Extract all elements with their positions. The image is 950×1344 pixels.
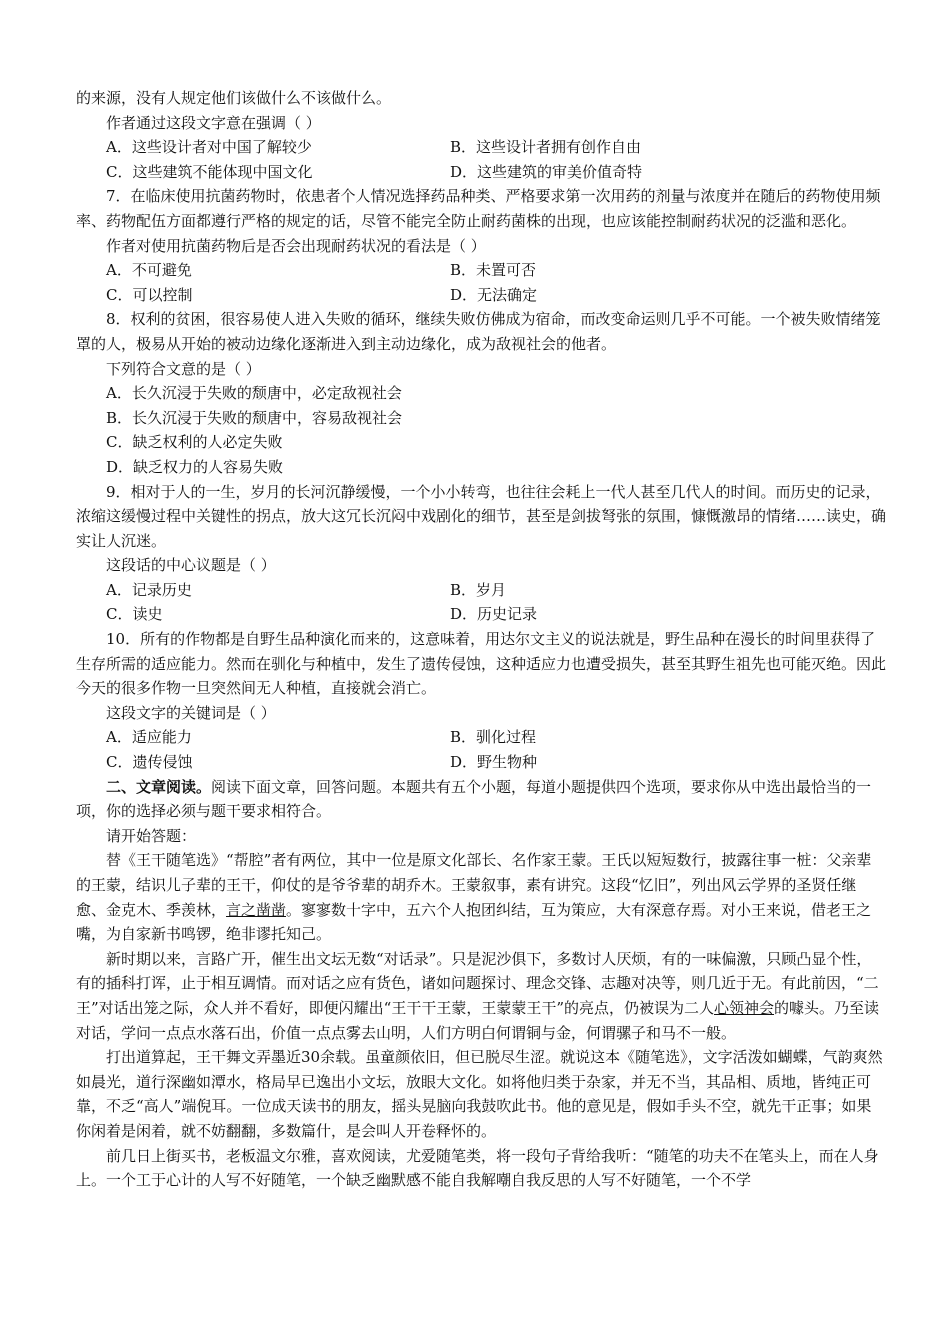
q7-option-b: B．未置可否 [450,261,537,280]
q6-tail: 的来源，没有人规定他们该做什么不该做什么。 [76,89,392,107]
q9-options [76,578,886,627]
section-2-instructions: 阅读下面文章，回答问题。本题共有五个小题，每道小题提供四个选项，要求你从中选出最恰当的一项，你的选择必须与题干要求相符合。 [76,777,872,821]
para1-text-b: 。寥寥数十字中，五六个人抱团纠结，互为策应，大有深意存焉。对小王来说，借老王之嘴，为自家新书鸣锣，绝非谬托知己。 [76,900,872,944]
q8-option-c: C．缺乏权利的人必定失败 [106,433,283,452]
q7-options [76,258,886,307]
q9-stem: 这段话的中心议题是（ ） [106,556,276,575]
q9-option-d: D．历史记录 [450,605,538,624]
q8-option-a: A．长久沉浸于失败的颓唐中，必定敌视社会 [106,384,402,403]
q7-option-d: D．无法确定 [450,285,538,304]
article-paragraph-4: 前几日上街买书，老板温文尔雅，喜欢阅读，尤爱随笔类，将一段句子背给我听：“随笔的功夫不在笔头上，而在人身上。一个工于心计的人写不好随笔，一个缺乏幽默感不能自我解嘲自我反思的人写不好随笔，一个不学 [76,1146,879,1190]
q7-stem: 作者对使用抗菌药物后是否会出现耐药状况的看法是（ ） [106,236,486,255]
q6-options [76,135,886,184]
underlined-phrase-1: 言之凿凿 [226,900,287,919]
q9-option-a: A．记录历史 [106,580,192,599]
q10-option-a: A．适应能力 [106,728,192,747]
q10-option-c: C．遗传侵蚀 [106,753,193,772]
q8-stem: 下列符合文意的是（ ） [106,359,261,378]
q10-stem: 这段文字的关键词是（ ） [106,703,276,722]
article-paragraph-1 [76,848,886,946]
q6-option-b: B．这些设计者拥有创作自由 [450,138,642,157]
q9-option-c: C．读史 [106,605,163,624]
para2-text-b: 的噱头。乃至读对话，学问一点点水落石出，价值一点点雾去山明，人们方明白何谓铜与金，何谓骡子和马不一般。 [76,998,880,1042]
para1-text-a: 替《王干随笔选》“帮腔”者有两位，其中一位是原文化部长、名作家王蒙。王氏以短短数行，披露往事一桩：父亲辈的王蒙，结识儿子辈的王干，仰仗的是爷爷辈的胡乔木。王蒙叙事，素有讲究。这段“忆旧”，列出风云学界的圣贤任继愈、金克木、季羡林， [76,851,872,919]
q10-text: 10．所有的作物都是自野生品种演化而来的，这意味着，用达尔文主义的说法就是，野生品种在漫长的时间里获得了生存所需的适应能力。然而在驯化与种植中，发生了遗传侵蚀，这种适应力也遭受损失，甚至其野生祖先也可能灭绝。因此今天的很多作物一旦突然间无人种植，直接就会消亡。 [76,630,887,698]
underlined-phrase-2: 心领神会 [714,998,775,1017]
article-paragraph-3: 打出道算起，王干舞文弄墨近30余载。虽童颜依旧，但已脱尽生涩。就说这本《随笔选》，文字活泼如蝴蝶，气韵爽然如晨光，道行深幽如潭水，格局早已逸出小文坛，放眼大文化。如将他归类于杂家，并无不当，其品相、质地，皆纯正可靠，不乏“高人”端倪耳。一位成天读书的朋友，摇头晃脑向我鼓吹此书。他的意见是，假如手头不空，就先干正事；如果你闲着是闲着，就不妨翻翻，多数篇什，是会叫人开卷释怀的。 [76,1048,883,1140]
q8-options [76,381,886,479]
q6-option-a: A．这些设计者对中国了解较少 [106,138,312,157]
section-2-intro [76,775,886,824]
q7-option-a: A．不可避免 [106,261,192,280]
q8-option-b: B．长久沉浸于失败的颓唐中，容易敌视社会 [106,408,403,427]
q6-option-c: C．这些建筑不能体现中国文化 [106,162,313,181]
q9-text: 9．相对于人的一生，岁月的长河沉静缓慢，一个小小转弯，也往往会耗上一代人甚至几代人的时间。而历史的记录，浓缩这缓慢过程中关键性的拐点，放大这冗长沉闷中戏剧化的细节，甚至是剑拔弩张的氛围，慷慨激昂的情绪……读史，确实让人沉迷。 [76,482,887,550]
para2-text-a: 新时期以来，言路广开，催生出文坛无数“对话录”。只是泥沙俱下，多数讨人厌烦，有的一味偏激，只顾凸显个性，有的插科打诨，止于相互调情。而对话之应有货色，诸如问题探讨、理念交锋、志趣对决等，则几近于无。有此前因，“二王”对话出笼之际，众人并不看好，即便闪耀出“王干干王蒙，王蒙蒙王干”的亮点，仍被误为二人 [76,949,879,1017]
q6-option-d: D．这些建筑的审美价值奇特 [450,162,643,181]
section-2-heading: 二、文章阅读。 [106,777,212,796]
q7-option-c: C．可以控制 [106,285,193,304]
start-prompt: 请开始答题： [106,826,197,845]
q10-options [76,725,886,774]
document-page [76,86,886,1193]
q10-option-b: B．驯化过程 [450,728,537,747]
q8-option-d: D．缺乏权力的人容易失败 [106,457,284,476]
q6-stem: 作者通过这段文字意在强调（ ） [106,113,321,132]
q7-text: 7．在临床使用抗菌药物时，依患者个人情况选择药品种类、严格要求第一次用药的剂量与浓度并在随后的药物使用频率、药物配伍方面都遵行严格的规定的话，尽管不能完全防止耐药菌株的出现，也应该能控制耐药状况的泛滥和恶化。 [76,187,881,230]
q10-option-d: D．野生物种 [450,753,538,772]
q9-option-b: B．岁月 [450,580,507,599]
article-paragraph-2 [76,947,886,1045]
q8-text: 8．权利的贫困，很容易使人进入失败的循环，继续失败仿佛成为宿命，而改变命运则几乎不可能。一个被失败情绪笼罩的人，极易从开始的被动边缘化逐渐进入到主动边缘化，成为敌视社会的他者。 [76,310,881,353]
